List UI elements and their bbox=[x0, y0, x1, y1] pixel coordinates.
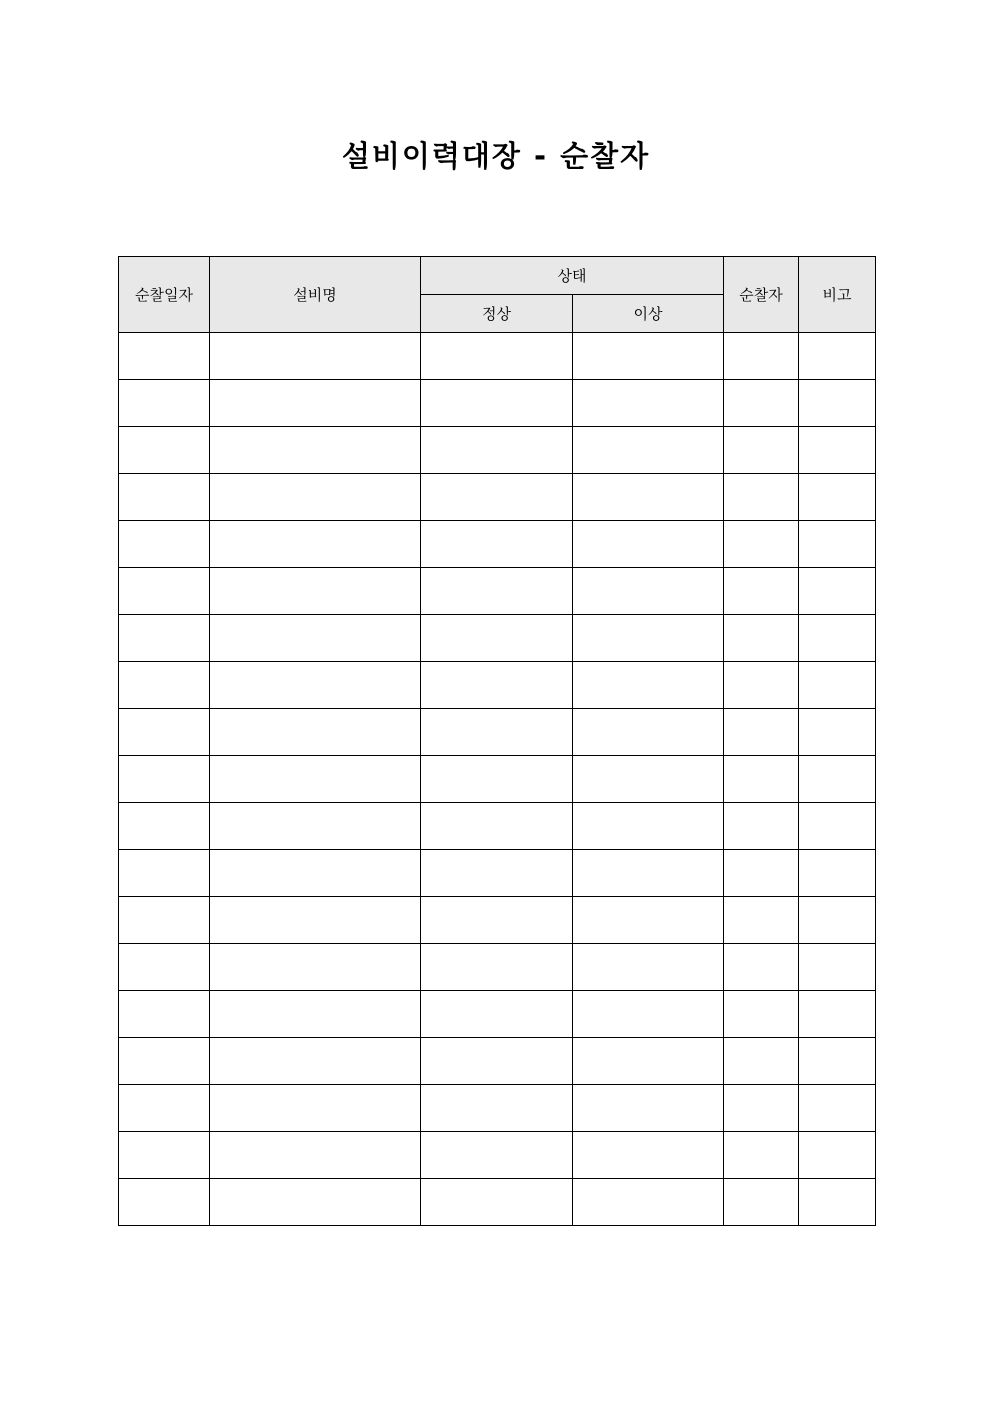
cell-remarks[interactable] bbox=[799, 662, 876, 709]
table-row bbox=[119, 521, 876, 568]
table-row bbox=[119, 1179, 876, 1226]
cell-patroller[interactable] bbox=[724, 756, 799, 803]
cell-status-abnormal[interactable] bbox=[573, 897, 724, 944]
cell-status-abnormal[interactable] bbox=[573, 662, 724, 709]
cell-patroller[interactable] bbox=[724, 850, 799, 897]
cell-status-abnormal[interactable] bbox=[573, 333, 724, 380]
cell-status-normal[interactable] bbox=[421, 662, 573, 709]
cell-patroller[interactable] bbox=[724, 380, 799, 427]
cell-status-normal[interactable] bbox=[421, 615, 573, 662]
cell-remarks[interactable] bbox=[799, 615, 876, 662]
cell-status-normal[interactable] bbox=[421, 709, 573, 756]
cell-equipment-name[interactable] bbox=[210, 427, 421, 474]
cell-patrol-date[interactable] bbox=[119, 380, 210, 427]
cell-patrol-date[interactable] bbox=[119, 1085, 210, 1132]
cell-status-normal[interactable] bbox=[421, 474, 573, 521]
cell-patroller[interactable] bbox=[724, 1179, 799, 1226]
cell-patroller[interactable] bbox=[724, 615, 799, 662]
cell-status-abnormal[interactable] bbox=[573, 427, 724, 474]
equipment-history-table bbox=[118, 256, 876, 1226]
cell-remarks[interactable] bbox=[799, 944, 876, 991]
cell-remarks[interactable] bbox=[799, 474, 876, 521]
cell-patrol-date[interactable] bbox=[119, 850, 210, 897]
header-remarks: 비고 bbox=[799, 257, 876, 333]
table-row bbox=[119, 991, 876, 1038]
cell-patrol-date[interactable] bbox=[119, 1179, 210, 1226]
table-row bbox=[119, 1038, 876, 1085]
cell-patrol-date[interactable] bbox=[119, 756, 210, 803]
cell-patroller[interactable] bbox=[724, 662, 799, 709]
cell-status-normal[interactable] bbox=[421, 944, 573, 991]
cell-status-normal[interactable] bbox=[421, 991, 573, 1038]
cell-remarks[interactable] bbox=[799, 568, 876, 615]
cell-status-normal[interactable] bbox=[421, 897, 573, 944]
cell-status-abnormal[interactable] bbox=[573, 568, 724, 615]
cell-status-normal[interactable] bbox=[421, 380, 573, 427]
cell-status-abnormal[interactable] bbox=[573, 991, 724, 1038]
cell-remarks[interactable] bbox=[799, 427, 876, 474]
header-patroller: 순찰자 bbox=[724, 257, 799, 333]
cell-patrol-date[interactable] bbox=[119, 944, 210, 991]
cell-status-abnormal[interactable] bbox=[573, 521, 724, 568]
cell-status-abnormal[interactable] bbox=[573, 1179, 724, 1226]
table-row bbox=[119, 850, 876, 897]
table-row bbox=[119, 662, 876, 709]
cell-status-abnormal[interactable] bbox=[573, 709, 724, 756]
cell-patroller[interactable] bbox=[724, 1132, 799, 1179]
cell-patrol-date[interactable] bbox=[119, 803, 210, 850]
cell-patrol-date[interactable] bbox=[119, 333, 210, 380]
cell-status-normal[interactable] bbox=[421, 1132, 573, 1179]
cell-status-abnormal[interactable] bbox=[573, 850, 724, 897]
cell-patrol-date[interactable] bbox=[119, 568, 210, 615]
cell-patrol-date[interactable] bbox=[119, 1038, 210, 1085]
cell-status-normal[interactable] bbox=[421, 1038, 573, 1085]
cell-remarks[interactable] bbox=[799, 1085, 876, 1132]
cell-status-normal[interactable] bbox=[421, 427, 573, 474]
header-status-normal: 정상 bbox=[421, 295, 573, 333]
cell-patroller[interactable] bbox=[724, 897, 799, 944]
cell-equipment-name[interactable] bbox=[210, 568, 421, 615]
cell-status-normal[interactable] bbox=[421, 568, 573, 615]
cell-equipment-name[interactable] bbox=[210, 662, 421, 709]
cell-patroller[interactable] bbox=[724, 474, 799, 521]
cell-patrol-date[interactable] bbox=[119, 1132, 210, 1179]
cell-remarks[interactable] bbox=[799, 991, 876, 1038]
cell-remarks[interactable] bbox=[799, 850, 876, 897]
cell-remarks[interactable] bbox=[799, 756, 876, 803]
table-body bbox=[119, 333, 876, 1226]
cell-patroller[interactable] bbox=[724, 1085, 799, 1132]
cell-patroller[interactable] bbox=[724, 709, 799, 756]
cell-remarks[interactable] bbox=[799, 380, 876, 427]
table-row bbox=[119, 474, 876, 521]
cell-patroller[interactable] bbox=[724, 991, 799, 1038]
table-row bbox=[119, 615, 876, 662]
cell-patrol-date[interactable] bbox=[119, 662, 210, 709]
cell-equipment-name[interactable] bbox=[210, 333, 421, 380]
cell-patroller[interactable] bbox=[724, 427, 799, 474]
cell-patroller[interactable] bbox=[724, 944, 799, 991]
cell-remarks[interactable] bbox=[799, 897, 876, 944]
cell-status-normal[interactable] bbox=[421, 756, 573, 803]
table-row bbox=[119, 756, 876, 803]
cell-status-normal[interactable] bbox=[421, 333, 573, 380]
cell-status-abnormal[interactable] bbox=[573, 1038, 724, 1085]
cell-equipment-name[interactable] bbox=[210, 850, 421, 897]
cell-equipment-name[interactable] bbox=[210, 897, 421, 944]
cell-status-abnormal[interactable] bbox=[573, 380, 724, 427]
cell-status-abnormal[interactable] bbox=[573, 474, 724, 521]
cell-equipment-name[interactable] bbox=[210, 709, 421, 756]
cell-patrol-date[interactable] bbox=[119, 521, 210, 568]
table-row bbox=[119, 380, 876, 427]
cell-patrol-date[interactable] bbox=[119, 474, 210, 521]
cell-patrol-date[interactable] bbox=[119, 991, 210, 1038]
table-row bbox=[119, 568, 876, 615]
cell-equipment-name[interactable] bbox=[210, 521, 421, 568]
cell-status-normal[interactable] bbox=[421, 850, 573, 897]
cell-equipment-name[interactable] bbox=[210, 1038, 421, 1085]
header-status-abnormal: 이상 bbox=[573, 295, 724, 333]
cell-remarks[interactable] bbox=[799, 803, 876, 850]
table-row bbox=[119, 333, 876, 380]
cell-patrol-date[interactable] bbox=[119, 897, 210, 944]
table-row bbox=[119, 944, 876, 991]
cell-patroller[interactable] bbox=[724, 1038, 799, 1085]
cell-remarks[interactable] bbox=[799, 521, 876, 568]
cell-equipment-name[interactable] bbox=[210, 756, 421, 803]
cell-status-abnormal[interactable] bbox=[573, 803, 724, 850]
cell-patrol-date[interactable] bbox=[119, 615, 210, 662]
cell-equipment-name[interactable] bbox=[210, 380, 421, 427]
cell-status-abnormal[interactable] bbox=[573, 1132, 724, 1179]
cell-remarks[interactable] bbox=[799, 1179, 876, 1226]
table-row bbox=[119, 709, 876, 756]
cell-equipment-name[interactable] bbox=[210, 1179, 421, 1226]
cell-status-abnormal[interactable] bbox=[573, 756, 724, 803]
header-patrol-date: 순찰일자 bbox=[119, 257, 210, 333]
cell-equipment-name[interactable] bbox=[210, 944, 421, 991]
cell-equipment-name[interactable] bbox=[210, 615, 421, 662]
cell-remarks[interactable] bbox=[799, 709, 876, 756]
cell-patroller[interactable] bbox=[724, 521, 799, 568]
cell-remarks[interactable] bbox=[799, 1038, 876, 1085]
cell-equipment-name[interactable] bbox=[210, 1132, 421, 1179]
cell-status-normal[interactable] bbox=[421, 1179, 573, 1226]
page-title: 설비이력대장 - 순찰자 bbox=[341, 139, 651, 173]
header-equipment-name: 설비명 bbox=[210, 257, 421, 333]
table-row bbox=[119, 803, 876, 850]
cell-equipment-name[interactable] bbox=[210, 1085, 421, 1132]
cell-status-abnormal[interactable] bbox=[573, 944, 724, 991]
cell-equipment-name[interactable] bbox=[210, 474, 421, 521]
cell-remarks[interactable] bbox=[799, 333, 876, 380]
cell-status-normal[interactable] bbox=[421, 521, 573, 568]
cell-equipment-name[interactable] bbox=[210, 991, 421, 1038]
cell-status-normal[interactable] bbox=[421, 1085, 573, 1132]
cell-status-abnormal[interactable] bbox=[573, 615, 724, 662]
cell-patrol-date[interactable] bbox=[119, 709, 210, 756]
table-row bbox=[119, 1132, 876, 1179]
table-row bbox=[119, 897, 876, 944]
cell-patroller[interactable] bbox=[724, 333, 799, 380]
table-header bbox=[119, 257, 876, 333]
cell-status-abnormal[interactable] bbox=[573, 1085, 724, 1132]
header-status: 상태 bbox=[421, 257, 724, 295]
table-row bbox=[119, 1085, 876, 1132]
cell-patrol-date[interactable] bbox=[119, 427, 210, 474]
cell-remarks[interactable] bbox=[799, 1132, 876, 1179]
table-row bbox=[119, 427, 876, 474]
cell-patroller[interactable] bbox=[724, 568, 799, 615]
cell-patroller[interactable] bbox=[724, 803, 799, 850]
cell-equipment-name[interactable] bbox=[210, 803, 421, 850]
cell-status-normal[interactable] bbox=[421, 803, 573, 850]
